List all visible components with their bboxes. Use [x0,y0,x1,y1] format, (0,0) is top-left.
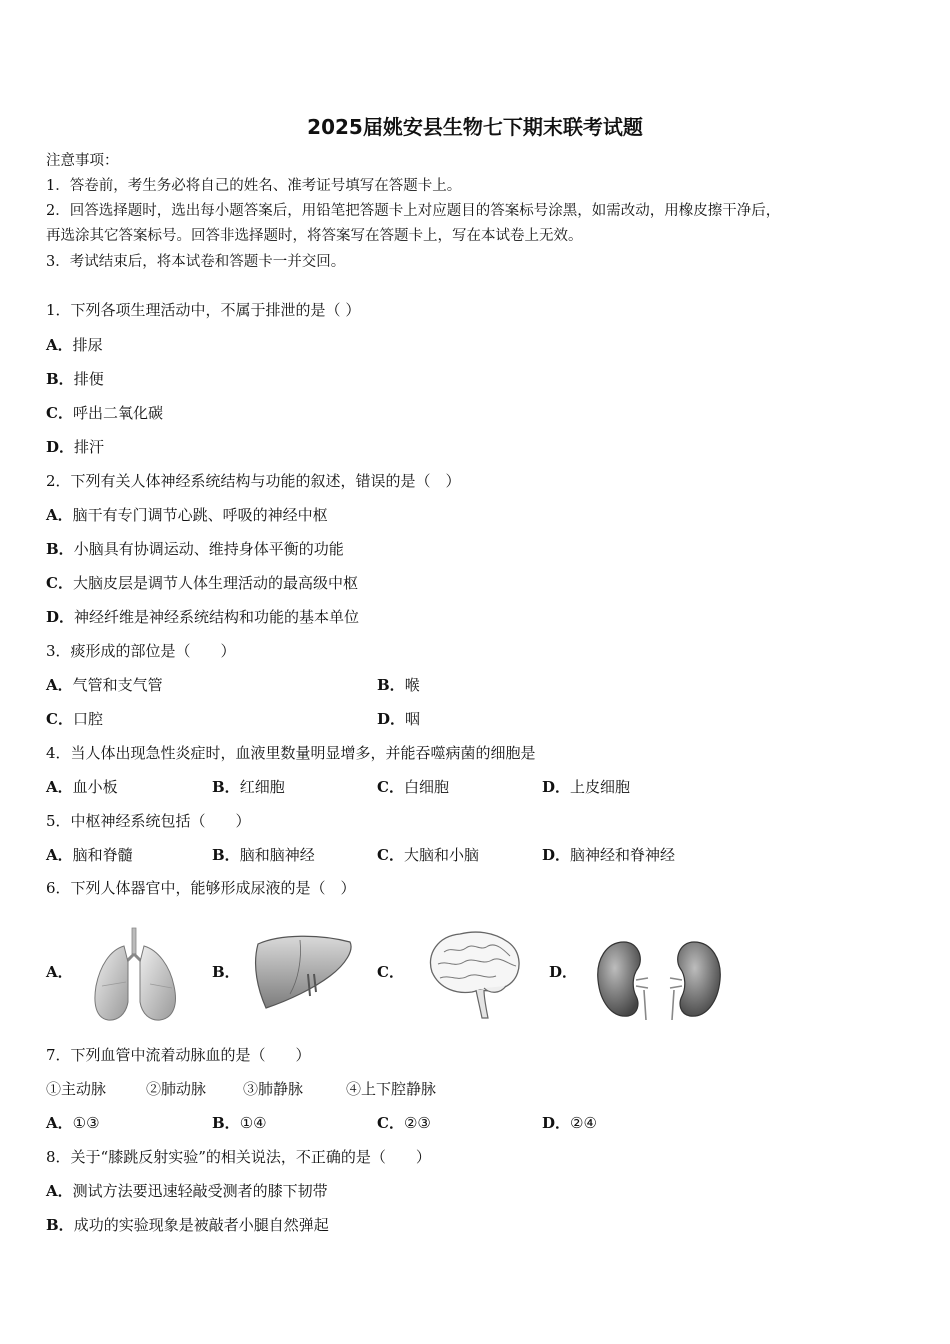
q5-option-a[interactable]: A．脑和脊髓 [46,846,133,864]
q1-option-d[interactable]: D．排汗 [46,438,105,456]
notice-item-3: 3．考试结束后，将本试卷和答题卡一并交回。 [46,254,346,270]
q7-item-2: ②肺动脉 [146,1080,207,1098]
q3-option-c[interactable]: C．口腔 [46,710,103,728]
liver-image[interactable] [250,930,356,1010]
q6-option-b-label[interactable]: B． [212,963,240,981]
question-8-stem: 8．关于“膝跳反射实验”的相关说法，不正确的是（ ） [46,1148,431,1166]
q7-option-a[interactable]: A．①③ [46,1114,100,1132]
notice-item-2-cont: 再选涂其它答案标号。回答非选择题时，将答案写在答题卡上，写在本试卷上无效。 [46,228,583,244]
q6-option-d-label[interactable]: D． [549,963,578,981]
q3-option-a[interactable]: A．气管和支气管 [46,676,163,694]
lungs-image[interactable] [88,926,180,1022]
q1-option-c[interactable]: C．呼出二氧化碳 [46,404,163,422]
q7-option-d[interactable]: D．②④ [542,1114,597,1132]
q8-option-a[interactable]: A．测试方法要迅速轻敲受测者的膝下韧带 [46,1182,328,1200]
q7-option-c[interactable]: C．②③ [377,1114,431,1132]
q4-option-a[interactable]: A．血小板 [46,778,118,796]
q3-option-b[interactable]: B．喉 [377,676,420,694]
q7-item-3: ③肺静脉 [243,1080,304,1098]
notice-item-2: 2．回答选择题时，选出每小题答案后，用铅笔把答题卡上对应题目的答案标号涂黑，如需改动，用橡皮擦干净后， [46,203,781,219]
q1-option-a[interactable]: A．排尿 [46,336,103,354]
q7-option-b[interactable]: B．①④ [212,1114,267,1132]
q2-option-b[interactable]: B．小脑具有协调运动、维持身体平衡的功能 [46,540,344,558]
question-4-stem: 4．当人体出现急性炎症时，血液里数量明显增多，并能吞噬病菌的细胞是 [46,744,536,762]
q4-option-c[interactable]: C．白细胞 [377,778,449,796]
question-2-stem: 2．下列有关人体神经系统结构与功能的叙述，错误的是（ ） [46,472,461,490]
brain-image[interactable] [424,928,524,1020]
q5-option-b[interactable]: B．脑和脑神经 [212,846,315,864]
page-title: 2025届姚安县生物七下期末联考试题 [307,115,643,139]
q2-option-a[interactable]: A．脑干有专门调节心跳、呼吸的神经中枢 [46,506,328,524]
q2-option-d[interactable]: D．神经纤维是神经系统结构和功能的基本单位 [46,608,360,626]
kidneys-image[interactable] [594,938,724,1022]
question-6-stem: 6．下列人体器官中，能够形成尿液的是（ ） [46,879,356,897]
q6-option-c-label[interactable]: C． [377,963,404,981]
q4-option-b[interactable]: B．红细胞 [212,778,285,796]
q5-option-d[interactable]: D．脑神经和脊神经 [542,846,676,864]
q2-option-c[interactable]: C．大脑皮层是调节人体生理活动的最高级中枢 [46,574,358,592]
q5-option-c[interactable]: C．大脑和小脑 [377,846,479,864]
notice-item-1: 1．答卷前，考生务必将自己的姓名、准考证号填写在答题卡上。 [46,178,462,194]
q7-item-4: ④上下腔静脉 [346,1080,437,1098]
question-1-stem: 1．下列各项生理活动中，不属于排泄的是（ ） [46,301,361,319]
notice-heading: 注意事项： [46,153,119,169]
q4-option-d[interactable]: D．上皮细胞 [542,778,631,796]
q8-option-b[interactable]: B．成功的实验现象是被敲者小腿自然弹起 [46,1216,329,1234]
q1-option-b[interactable]: B．排便 [46,370,104,388]
question-7-stem: 7．下列血管中流着动脉血的是（ ） [46,1046,311,1064]
q3-option-d[interactable]: D．咽 [377,710,421,728]
question-5-stem: 5．中枢神经系统包括（ ） [46,812,251,830]
q7-item-1: ①主动脉 [46,1080,107,1098]
question-3-stem: 3．痰形成的部位是（ ） [46,642,236,660]
q6-option-a-label[interactable]: A． [46,963,73,981]
